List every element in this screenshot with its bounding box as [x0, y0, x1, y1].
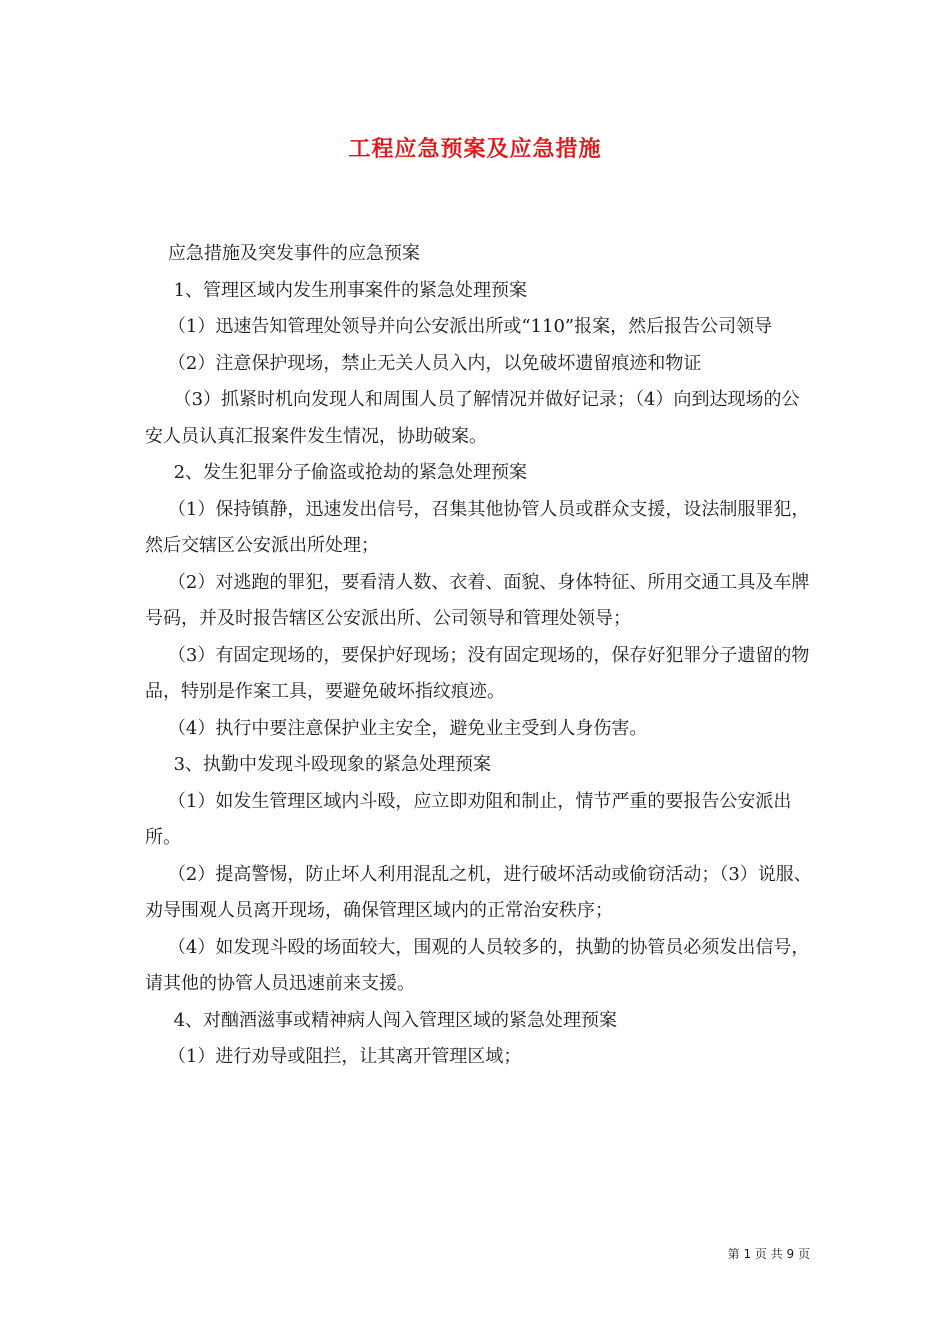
paragraph-16: （1）进行劝导或阻拦，让其离开管理区域；	[145, 1046, 522, 1067]
document-title: 工程应急预案及应急措施	[348, 136, 602, 162]
paragraph-6: 2、发生犯罪分子偷盗或抢劫的紧急处理预案	[145, 462, 528, 483]
paragraph-15: 4、对酗酒滋事或精神病人闯入管理区域的紧急处理预案	[145, 1009, 618, 1031]
paragraph-8: （2）对逃跑的罪犯，要看清人数、衣着、面貌、身体特征、所用交通工具及车牌号码，并及时报告辖区公安派出所、公司领导和管理处领导；	[145, 571, 810, 629]
paragraph-12: （1）如发生管理区域内斗殴，应立即劝阻和制止，情节严重的要报告公安派出所。	[145, 790, 792, 848]
paragraph-13: （2）提高警惕，防止坏人利用混乱之机，进行破坏活动或偷窃活动；（3）说服、劝导围观人员离开现场，确保管理区域内的正常治安秩序；	[145, 863, 812, 921]
paragraph-3: （1）迅速告知管理处领导并向公安派出所或“110”报案，然后报告公司领导	[145, 316, 773, 337]
paragraph-10: （4）执行中要注意保护业主安全，避免业主受到人身伤害。	[145, 717, 648, 739]
paragraph-1: 应急措施及突发事件的应急预案	[145, 243, 420, 264]
paragraph-4: （2）注意保护现场，禁止无关人员入内，以免破坏遗留痕迹和物证	[145, 352, 702, 374]
paragraph-14: （4）如发现斗殴的场面较大，围观的人员较多的，执勤的协管员必须发出信号，请其他的协管人员迅速前来支援。	[145, 936, 810, 994]
paragraph-5: （3）抓紧时机向发现人和周围人员了解情况并做好记录；（4）向到达现场的公安人员认真汇报案件发生情况，协助破案。	[145, 389, 800, 447]
document-body	[145, 236, 815, 1076]
paragraph-9: （3）有固定现场的，要保护好现场；没有固定现场的，保存好犯罪分子遗留的物品，特别是作案工具，要避免破坏指纹痕迹。	[145, 644, 810, 702]
paragraph-7: （1）保持镇静，迅速发出信号，召集其他协管人员或群众支援，设法制服罪犯，然后交辖区公安派出所处理；	[145, 498, 810, 556]
paragraph-11: 3、执勤中发现斗殴现象的紧急处理预案	[145, 754, 492, 775]
page-number-footer: 第 1 页 共 9 页	[727, 1247, 810, 1261]
paragraph-2: 1、管理区域内发生刑事案件的紧急处理预案	[145, 279, 528, 301]
